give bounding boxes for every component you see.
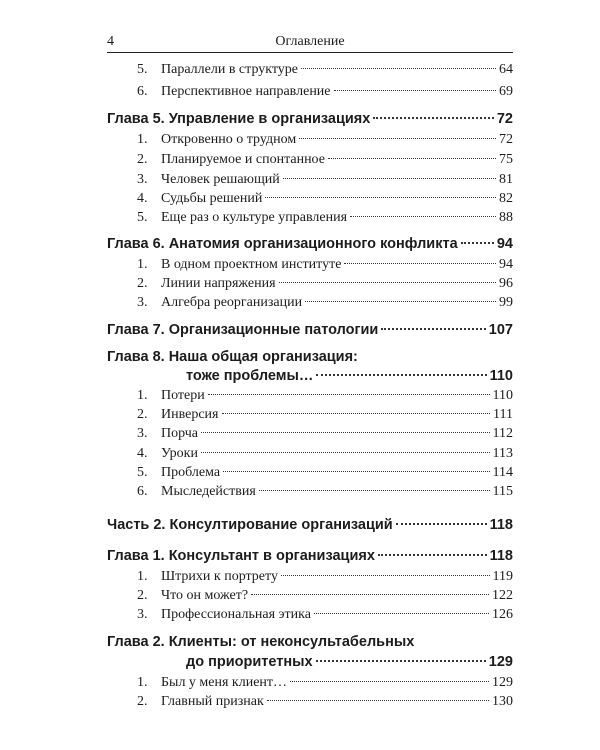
section-number: 1. [137,132,148,147]
section-title: Еще раз о культуре управления [161,210,348,225]
page-ref: 94 [499,257,513,272]
dot-leader [208,394,490,395]
toc-section[interactable] [107,407,513,423]
dot-leader [259,490,490,491]
dot-leader [328,158,496,159]
toc-section[interactable] [107,172,513,188]
page-ref: 64 [499,62,513,77]
toc-section[interactable] [107,446,513,462]
toc-section[interactable] [107,84,513,100]
section-number: 5. [137,62,148,77]
part-title: Часть 2. Консултирование организаций [107,517,393,533]
section-title: Уроки [161,446,198,461]
toc-chapter[interactable] [186,654,513,670]
page-ref: 126 [492,607,513,622]
toc-section[interactable] [107,388,513,404]
toc-chapter[interactable] [186,368,513,384]
page-ref: 129 [492,675,513,690]
dot-leader [461,242,494,244]
section-title: Человек решающий [161,172,280,187]
chapter-title-line1: Глава 2. Клиенты: от неконсультабельных [107,634,415,650]
section-number: 1. [137,675,148,690]
dot-leader [334,90,496,91]
page-ref: 114 [492,465,513,480]
section-title: Параллели в структуре [161,62,299,77]
chapter-title: Глава 7. Организационные патологии [107,322,379,338]
page-ref: 82 [499,191,513,206]
toc-chapter[interactable] [107,322,513,338]
toc-chapter[interactable] [107,236,513,252]
toc-chapter[interactable] [107,548,513,564]
dot-leader [290,681,489,682]
section-number: 2. [137,694,148,709]
dot-leader [223,471,489,472]
section-number: 5. [137,465,148,480]
toc-section[interactable] [107,210,513,226]
dot-leader [350,216,496,217]
section-number: 3. [137,426,148,441]
toc-section[interactable] [107,191,513,207]
section-title: Главный признак [161,694,264,709]
page-ref: 75 [499,152,513,167]
section-title: В одном проектном институте [161,257,342,272]
page-ref: 119 [492,569,513,584]
dot-leader [305,301,496,302]
chapter-title-line1: Глава 8. Наша общая организация: [107,349,358,365]
section-title: Судьбы решений [161,191,263,206]
dot-leader [299,138,496,139]
page-title: Оглавление [275,34,345,49]
section-number: 2. [137,152,148,167]
section-number: 1. [137,569,148,584]
chapter-title-line2: тоже проблемы… [186,368,314,384]
section-title: Алгебра реорганизации [161,295,303,310]
page-ref: 129 [488,654,513,670]
section-title: Был у меня клиент… [161,675,288,690]
page-ref: 130 [492,694,513,709]
page-ref: 88 [499,210,513,225]
section-title: Что он может? [161,588,249,603]
page-ref: 81 [499,172,513,187]
section-number: 2. [137,407,148,422]
section-title: Штрихи к портрету [161,569,278,584]
section-number: 2. [137,588,148,603]
page-ref: 115 [492,484,513,499]
toc-section[interactable] [107,484,513,500]
page-ref: 118 [489,517,513,533]
page-ref: 112 [492,426,513,441]
section-title: Откровенно о трудном [161,132,297,147]
section-number: 5. [137,210,148,225]
dot-leader [301,68,496,69]
section-number: 4. [137,191,148,206]
toc-section[interactable] [107,426,513,442]
page-ref: 69 [499,84,513,99]
page-ref: 113 [492,446,513,461]
dot-leader [316,660,486,662]
dot-leader [344,263,496,264]
page-number: 4 [107,34,114,49]
chapter-title: Глава 5. Управление в организациях [107,111,371,127]
section-title: Перспективное направление [161,84,331,99]
section-title: Потери [161,388,205,403]
section-number: 2. [137,276,148,291]
toc-part[interactable] [107,517,513,533]
section-title: Проблема [161,465,221,480]
section-number: 6. [137,484,148,499]
toc-section[interactable] [107,694,513,710]
dot-leader [373,117,494,119]
toc-section[interactable] [107,465,513,481]
toc-section[interactable] [107,257,513,273]
section-number: 3. [137,607,148,622]
dot-leader [279,282,496,283]
section-title: Профессиональная этика [161,607,311,622]
section-title: Линии напряжения [161,276,276,291]
dot-leader [267,700,489,701]
page-ref: 72 [499,132,513,147]
dot-leader [378,554,487,556]
dot-leader [222,413,491,414]
dot-leader [281,575,490,576]
chapter-title: Глава 6. Анатомия организационного конфликта [107,236,458,252]
chapter-title-line2: до приоритетных [186,654,313,670]
page-ref: 110 [489,368,513,384]
dot-leader [201,432,489,433]
page-ref: 110 [492,388,513,403]
section-number: 1. [137,388,148,403]
section-title: Порча [161,426,199,441]
page-ref: 122 [492,588,513,603]
toc-section[interactable] [107,588,513,604]
section-title: Планируемое и спонтанное [161,152,325,167]
section-title: Мыследействия [161,484,256,499]
section-number: 3. [137,172,148,187]
section-number: 3. [137,295,148,310]
page-ref: 107 [488,322,513,338]
section-title: Инверсия [161,407,219,422]
page-ref: 118 [489,548,513,564]
toc-section[interactable] [107,607,513,623]
dot-leader [316,374,486,376]
section-number: 1. [137,257,148,272]
dot-leader [314,613,489,614]
toc-section[interactable] [107,675,513,691]
toc-section[interactable] [107,132,513,148]
toc-section[interactable] [107,276,513,292]
dot-leader [381,328,485,330]
toc-section[interactable] [107,152,513,168]
page-ref: 94 [496,236,513,252]
section-number: 4. [137,446,148,461]
page-ref: 72 [496,111,513,127]
page-ref: 96 [499,276,513,291]
section-number: 6. [137,84,148,99]
page-ref: 99 [499,295,513,310]
toc-section[interactable] [107,295,513,311]
dot-leader [396,523,487,525]
dot-leader [251,594,489,595]
dot-leader [283,178,496,179]
toc-section[interactable] [107,62,513,78]
toc-section[interactable] [107,569,513,585]
page-ref: 111 [493,407,513,422]
chapter-title: Глава 1. Консультант в организациях [107,548,375,564]
dot-leader [265,197,496,198]
dot-leader [201,452,490,453]
toc-chapter[interactable] [107,111,513,127]
